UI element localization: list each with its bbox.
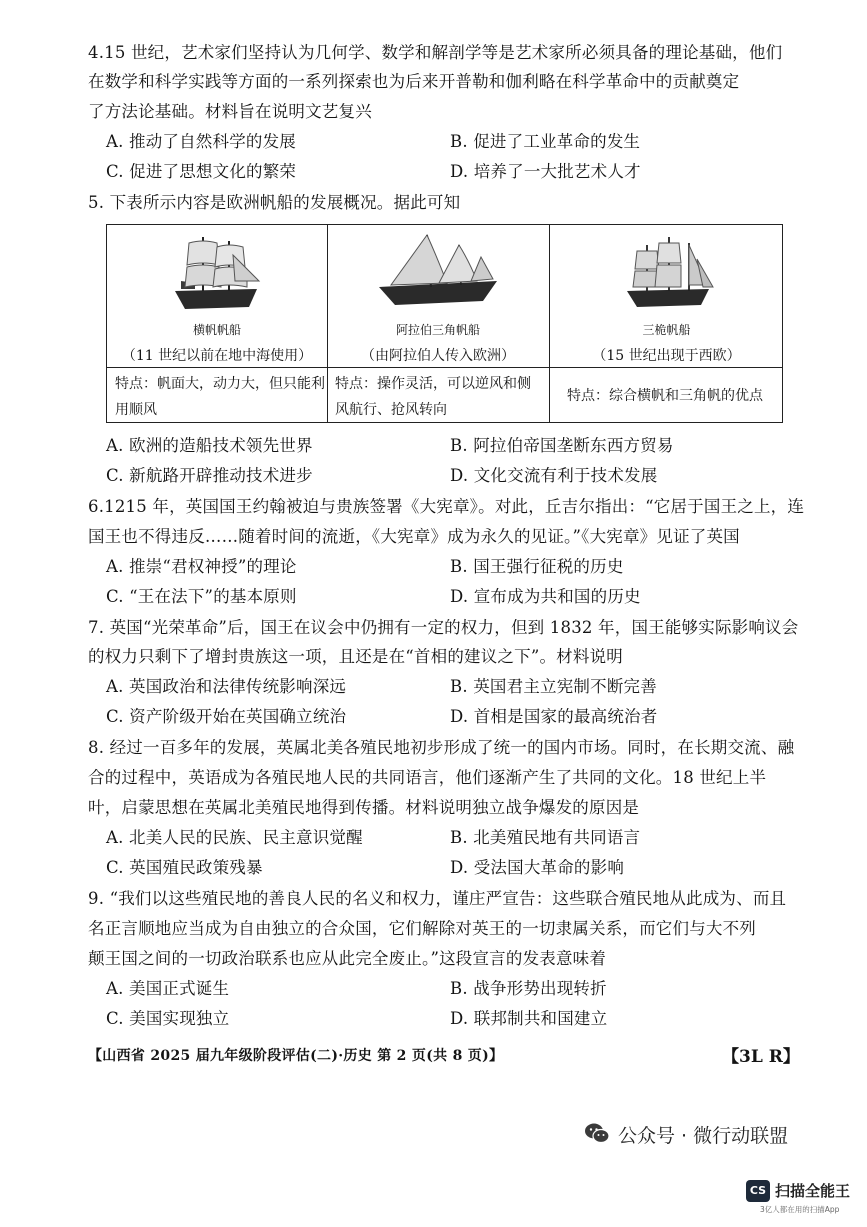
q5-option-d: D. 文化交流有利于技术发展 <box>450 466 658 485</box>
q4-option-d: D. 培养了一大批艺术人才 <box>450 162 641 181</box>
ship-cell-three-mast <box>549 225 784 367</box>
page-footer-code: 【3L R】 <box>722 1047 800 1067</box>
camscanner-name: 扫描全能王 <box>775 1182 851 1200</box>
q6-stem-line-1: 6.1215 年，英国国王约翰被迫与贵族签署《大宪章》。对此，丘吉尔指出：“它居于国王之上，连 <box>88 497 805 516</box>
q5-option-c: C. 新航路开辟推动技术进步 <box>106 466 313 485</box>
ship-note-lateen: （由阿拉伯人传入欧洲） <box>361 348 515 364</box>
q9-stem-line-1: 9. “我们以这些殖民地的善良人民的名义和权力，谨庄严宣告：这些联合殖民地从此成为、而且 <box>88 889 787 908</box>
q9-option-b: B. 战争形势出现转折 <box>450 979 607 998</box>
q6-stem-line-2: 国王也不得违反……随着时间的流逝，《大宪章》成为永久的见证。”《大宪章》见证了英国 <box>88 527 740 546</box>
q8-option-a: A. 北美人民的民族、民主意识觉醒 <box>106 828 363 847</box>
wechat-icon <box>584 1122 610 1144</box>
q7-option-d: D. 首相是国家的最高统治者 <box>450 707 658 726</box>
ship-note-square-rig: （11 世纪以前在地中海使用） <box>121 348 313 364</box>
q4-stem-line-1: 4.15 世纪，艺术家们坚持认为几何学、数学和解剖学等是艺术家所必须具备的理论基础，他们 <box>88 43 783 62</box>
three-masted-ship-image <box>617 229 717 319</box>
q8-stem-line-2: 合的过程中，英语成为各殖民地人民的共同语言，他们逐渐产生了共同的文化。18 世纪上半 <box>88 768 767 787</box>
q8-stem-line-1: 8. 经过一百多年的发展，英属北美各殖民地初步形成了统一的国内市场。同时，在长期交流、融 <box>88 738 795 757</box>
ship-name-square-rig: 横帆帆船 <box>192 323 241 337</box>
q8-stem-line-3: 叶，启蒙思想在英属北美殖民地得到传播。材料说明独立战争爆发的原因是 <box>88 798 640 817</box>
q9-option-a: A. 美国正式诞生 <box>106 979 230 998</box>
q4-option-b: B. 促进了工业革命的发生 <box>450 132 641 151</box>
q4-stem-line-3: 了方法论基础。材料旨在说明文艺复兴 <box>88 102 372 121</box>
q6-option-b: B. 国王强行征税的历史 <box>450 557 624 576</box>
q4-option-a: A. 推动了自然科学的发展 <box>106 132 297 151</box>
q7-stem-line-1: 7. 英国“光荣革命”后，国王在议会中仍拥有一定的权力，但到 1832 年，国王能够实际影响议会 <box>88 618 799 637</box>
q9-option-d: D. 联邦制共和国建立 <box>450 1009 608 1028</box>
q8-option-b: B. 北美殖民地有共同语言 <box>450 828 641 847</box>
ship-name-three-mast: 三桅帆船 <box>642 323 691 337</box>
q6-option-c: C. “王在法下”的基本原则 <box>106 587 297 606</box>
q7-option-b: B. 英国君主立宪制不断完善 <box>450 677 657 696</box>
page-footer-info: 【山西省 2025 届九年级阶段评估(二)·历史 第 2 页(共 8 页)】 <box>88 1048 504 1064</box>
q5-option-a: A. 欧洲的造船技术领先世界 <box>106 436 313 455</box>
camscanner-logo: CS <box>746 1180 770 1202</box>
q8-option-c: C. 英国殖民政策残暴 <box>106 858 263 877</box>
q5-stem: 5. 下表所示内容是欧洲帆船的发展概况。据此可知 <box>88 193 461 212</box>
feature-square-rig-line-2: 用顺风 <box>115 402 157 418</box>
ship-name-lateen: 阿拉伯三角帆船 <box>395 323 480 337</box>
wechat-official-account-watermark: 公众号 · 微行动联盟 <box>618 1125 789 1147</box>
ship-cell-square-rig <box>107 225 327 367</box>
q4-stem-line-2: 在数学和科学实践等方面的一系列探索也为后来开普勒和伽利略在科学革命中的贡献奠定 <box>88 72 740 91</box>
q7-option-a: A. 英国政治和法律传统影响深远 <box>106 677 347 696</box>
feature-lateen-line-1: 特点：操作灵活，可以逆风和侧 <box>335 376 531 392</box>
square-rigged-ship-image <box>167 229 267 319</box>
q9-stem-line-2: 名正言顺地应当成为自由独立的合众国，它们解除对英王的一切隶属关系，而它们与大不列 <box>88 919 756 938</box>
feature-square-rig-line-1: 特点：帆面大，动力大，但只能利 <box>115 376 325 392</box>
ship-note-three-mast: （15 世纪出现于西欧） <box>592 348 741 364</box>
q5-option-b: B. 阿拉伯帝国垄断东西方贸易 <box>450 436 674 455</box>
q6-option-a: A. 推崇“君权神授”的理论 <box>106 557 297 576</box>
camscanner-tagline: 3亿人都在用的扫描App <box>760 1205 840 1214</box>
q4-option-c: C. 促进了思想文化的繁荣 <box>106 162 297 181</box>
q7-stem-line-2: 的权力只剩下了增封贵族这一项，且还是在“首相的建议之下”。材料说明 <box>88 647 623 666</box>
sailing-ship-table <box>106 224 783 423</box>
q7-option-c: C. 资产阶级开始在英国确立统治 <box>106 707 347 726</box>
feature-lateen-line-2: 风航行、抢风转向 <box>335 402 447 418</box>
q8-option-d: D. 受法国大革命的影响 <box>450 858 625 877</box>
q9-stem-line-3: 颠王国之间的一切政治联系也应从此完全废止。”这段宣言的发表意味着 <box>88 949 607 968</box>
feature-three-mast: 特点：综合横帆和三角帆的优点 <box>567 388 763 404</box>
arab-lateen-ship-image <box>373 229 503 319</box>
q6-option-d: D. 宣布成为共和国的历史 <box>450 587 641 606</box>
ship-cell-lateen <box>327 225 549 367</box>
q9-option-c: C. 美国实现独立 <box>106 1009 230 1028</box>
